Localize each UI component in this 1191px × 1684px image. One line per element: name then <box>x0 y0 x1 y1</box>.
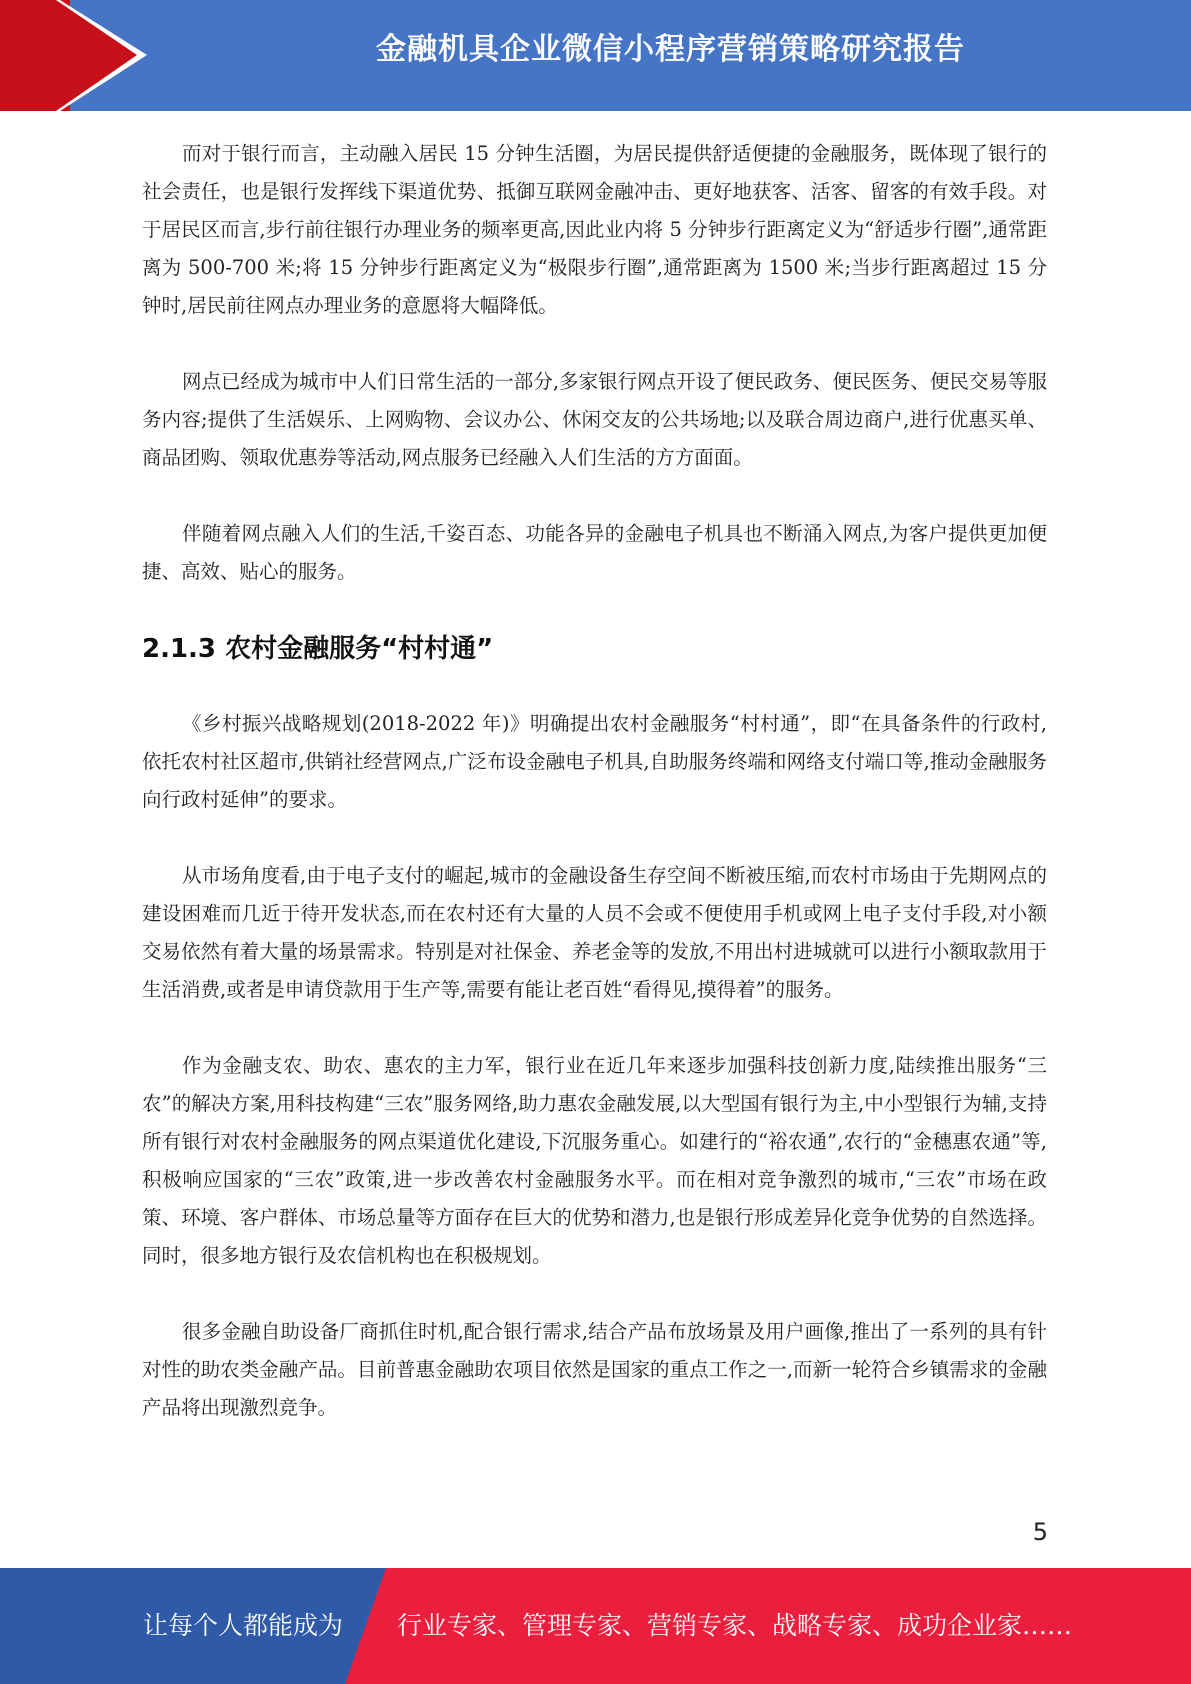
document-title: 金融机具企业微信小程序营销策略研究报告 <box>376 32 965 67</box>
paragraph: 作为金融支农、助农、惠农的主力军，银行业在近几年来逐步加强科技创新力度,陆续推出服务“三农”的解决方案,用科技构建“三农”服务网络,助力惠农金融发展,以大型国有银行为主,中小型银行为辅,支持所有银行对农村金融服务的网点渠道优化建设,下沉服务重心。如建行的“裕农通”,农行的“金穗惠农通”等,积极响应国家的“三农”政策,进一步改善农村金融服务水平。而在相对竞争激烈的城市,“三农”市场在政策、环境、客户群体、市场总量等方面存在巨大的优势和潜力,也是银行形成差异化竞争优势的自然选择。同时，很多地方银行及农信机构也在积极规划。 <box>142 1054 1047 1267</box>
footer-banner <box>0 1568 1191 1684</box>
paragraph: 从市场角度看,由于电子支付的崛起,城市的金融设备生存空间不断被压缩,而农村市场由于先期网点的建设困难而几近于待开发状态,而在农村还有大量的人员不会或不便使用手机或网上电子支付手段,对小额交易依然有着大量的场景需求。特别是对社保金、养老金等的发放,不用出村进城就可以进行小额取款用于生活消费,或者是申请贷款用于生产等,需要有能让老百姓“看得见,摸得着”的服务。 <box>142 864 1047 1001</box>
paragraph: 网点已经成为城市中人们日常生活的一部分,多家银行网点开设了便民政务、便民医务、便民交易等服务内容;提供了生活娱乐、上网购物、会议办公、休闲交友的公共场地;以及联合周边商户,进行优惠买单、商品团购、领取优惠券等活动,网点服务已经融入人们生活的方方面面。 <box>142 370 1047 469</box>
paragraph: 很多金融自助设备厂商抓住时机,配合银行需求,结合产品布放场景及用户画像,推出了一系列的具有针对性的助农类金融产品。目前普惠金融助农项目依然是国家的重点工作之一,而新一轮符合乡镇需求的金融产品将出现激烈竞争。 <box>142 1320 1047 1419</box>
footer-slogan: 让每个人都能成为 <box>143 1611 344 1640</box>
paragraph: 而对于银行而言，主动融入居民 15 分钟生活圈，为居民提供舒适便捷的金融服务，既体现了银行的社会责任，也是银行发挥线下渠道优势、抵御互联网金融冲击、更好地获客、活客、留客的有效手段。对于居民区而言,步行前往银行办理业务的频率更高,因此业内将 5 分钟步行距离定义为“舒适步行圈”,通常距离为 500-700 米;将 15 分钟步行距离定义为“极限步行圈”,通常距离为 1500 米;当步行距离超过 15 分钟时,居民前往网点办理业务的意愿将大幅降低。 <box>142 142 1047 317</box>
header-banner <box>0 0 1191 111</box>
section-heading: 2.1.3 农村金融服务“村村通” <box>142 634 494 664</box>
header-arrow-icon <box>0 0 150 111</box>
paragraph: 伴随着网点融入人们的生活,千姿百态、功能各异的金融电子机具也不断涌入网点,为客户提供更加便捷、高效、贴心的服务。 <box>142 522 1047 583</box>
document-body <box>142 135 1047 1465</box>
paragraph: 《乡村振兴战略规划(2018-2022 年)》明确提出农村金融服务“村村通”，即“在具备条件的行政村,依托农村社区超市,供销社经营网点,广泛布设金融电子机具,自助服务终端和网络支付端口等,推动金融服务向行政村延伸”的要求。 <box>142 712 1047 811</box>
page-number: 5 <box>1032 1518 1048 1546</box>
footer-roles: 行业专家、管理专家、营销专家、战略专家、成功企业家…… <box>397 1611 1073 1640</box>
